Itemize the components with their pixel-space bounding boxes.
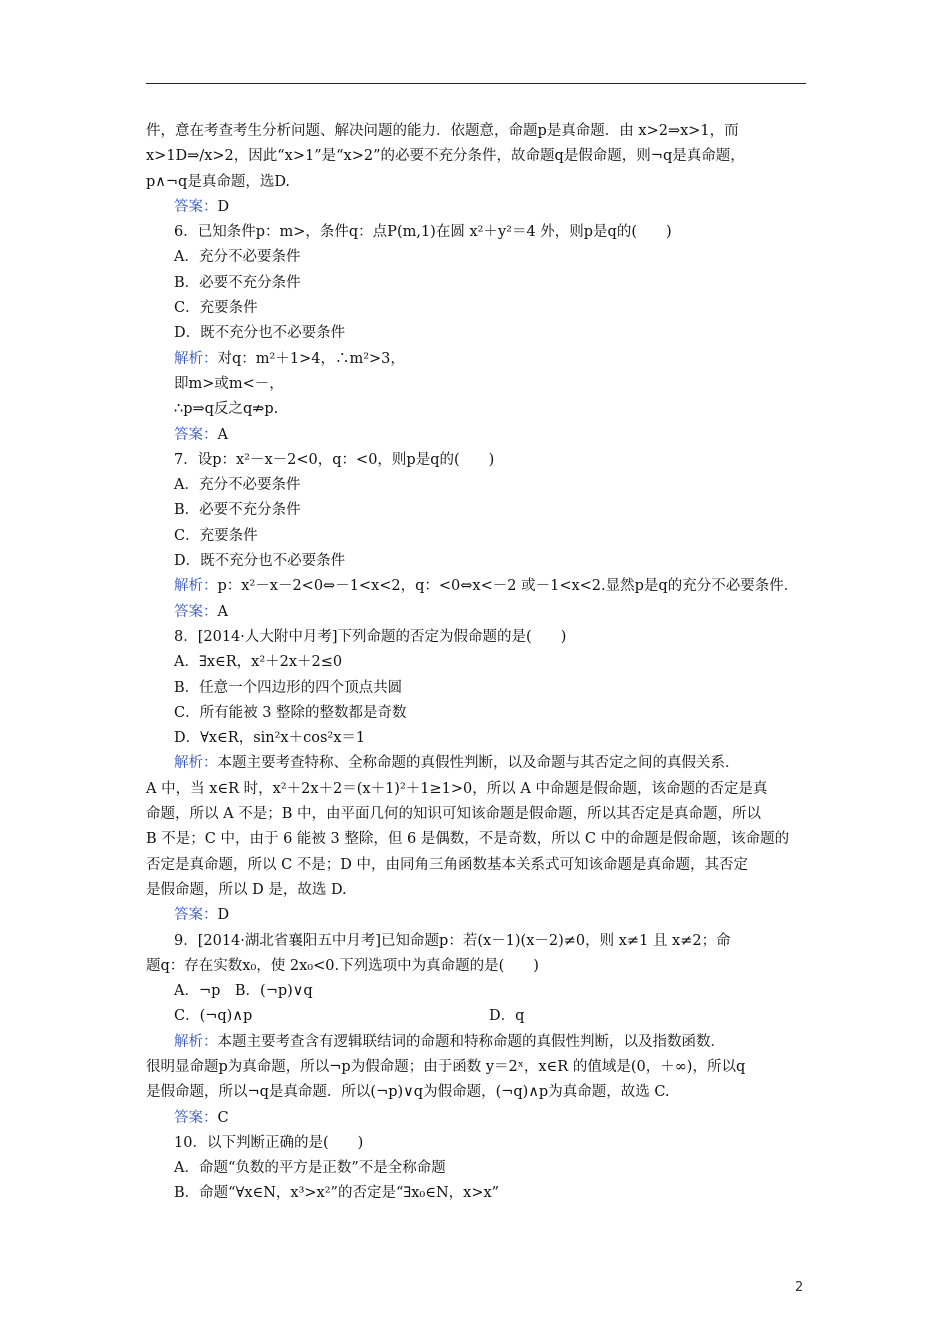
text-line [146, 726, 810, 751]
text-line [146, 650, 810, 675]
text-line [146, 195, 810, 220]
text-line [146, 397, 810, 422]
line-text: 是假命题，所以 D 是，故选 D. [146, 881, 347, 898]
line-text: A [217, 426, 228, 443]
line-text-2: D．q [489, 1008, 525, 1025]
line-text: D [217, 198, 230, 215]
line-text: D [217, 907, 230, 924]
page-body [146, 119, 810, 1207]
text-line [146, 372, 810, 397]
line-text: 8．[2014·人大附中月考]下列命题的否定为假命题的是( ) [174, 628, 567, 645]
line-text: C．所有能被 3 整除的整数都是奇数 [174, 704, 407, 721]
line-text: B．命题“∀x∈N，x³>x²”的否定是“∃x₀∈N，x>x” [174, 1185, 500, 1202]
text-line [146, 220, 810, 245]
text-line [146, 853, 810, 878]
line-text: A [217, 603, 228, 620]
line-text: 否定是真命题，所以 C 不是；D 中，由同角三角函数基本关系式可知该命题是真命题，其否定 [146, 856, 749, 873]
line-text: B 不是；C 中，由于 6 能被 3 整除，但 6 是偶数，不是奇数，所以 C 中的命题是假命题，该命题的 [146, 831, 790, 848]
text-line [146, 1080, 810, 1105]
line-text: D．既不充分也不必要条件 [174, 325, 346, 342]
line-label: 答案： [174, 907, 218, 924]
line-label: 答案： [174, 198, 218, 215]
line-text: A 中，当 x∈R 时，x²＋2x＋2＝(x＋1)²＋1≥1>0，所以 A 中命题是假命题，该命题的否定是真 [146, 780, 768, 797]
line-text: 本题主要考查特称、全称命题的真假性判断，以及命题与其否定之间的真假关系． [217, 755, 740, 772]
text-line [146, 321, 810, 346]
text-line [146, 625, 810, 650]
line-text: 7．设p：x²－x－2<0，q：<0，则p是q的( ) [174, 451, 495, 468]
text-line [146, 751, 810, 776]
text-line [146, 1030, 810, 1055]
text-line [146, 423, 810, 448]
line-text: p∧¬q是真命题，选D. [146, 173, 291, 190]
line-label: 答案： [174, 426, 218, 443]
text-line [146, 1156, 810, 1181]
line-text: 对q：m²＋1>4，∴m²>3， [217, 350, 405, 367]
text-line [146, 347, 810, 372]
line-label: 答案： [174, 1109, 218, 1126]
line-label: 答案： [174, 603, 218, 620]
line-text: 10．以下判断正确的是( ) [174, 1134, 364, 1151]
line-text: 件，意在考查考生分析问题、解决问题的能力．依题意，命题p是真命题．由 x>2⇒x>1，而 [146, 123, 739, 139]
line-text: 本题主要考查含有逻辑联结词的命题和特称命题的真假性判断，以及指数函数． [217, 1033, 725, 1050]
text-line [146, 929, 810, 954]
text-line [146, 144, 810, 169]
line-text: 命题，所以 A 不是；B 中，由平面几何的知识可知该命题是假命题，所以其否定是真命题，所以 [146, 806, 761, 823]
text-line [146, 802, 810, 827]
line-text: 很明显命题p为真命题，所以¬p为假命题；由于函数 y＝2ˣ，x∈R 的值域是(0，＋∞)，所以q [146, 1058, 746, 1075]
line-text: 是假命题，所以¬q是真命题．所以(¬p)∨q为假命题，(¬q)∧p为真命题，故选 C. [146, 1084, 670, 1101]
text-line [146, 1131, 810, 1156]
line-text: D．既不充分也不必要条件 [174, 553, 346, 570]
line-text: A．¬p B．(¬p)∨q [174, 983, 313, 1000]
text-line [146, 1055, 810, 1080]
text-line [146, 549, 810, 574]
text-line [146, 448, 810, 473]
line-text: ∴p⇒q反之q⇏p. [174, 401, 279, 418]
line-text: 题q：存在实数x₀，使 2x₀<0.下列选项中为真命题的是( ) [146, 957, 539, 974]
line-text: A．充分不必要条件 [174, 477, 301, 494]
line-text: p：x²－x－2<0⇔－1<x<2，q：<0⇔x<－2 或－1<x<2.显然p是q的充分不必要条件． [217, 578, 799, 595]
line-text: 即m>或m<－， [174, 375, 284, 392]
line-label: 解析： [174, 1033, 218, 1050]
line-text: A．充分不必要条件 [174, 249, 301, 266]
text-line [146, 498, 810, 523]
text-line [146, 701, 810, 726]
line-text: B．必要不充分条件 [174, 274, 301, 291]
line-text: x>1D⇒/x>2，因此“x>1”是“x>2”的必要不充分条件，故命题q是假命题，则¬q是真命题， [146, 148, 745, 165]
header-rule [146, 83, 806, 84]
line-text: C [217, 1109, 229, 1126]
line-text: 9．[2014·湖北省襄阳五中月考]已知命题p：若(x－1)(x－2)≠0，则 x≠1 且 x≠2；命 [174, 932, 731, 949]
line-text: C．充要条件 [174, 527, 258, 544]
line-text: B．任意一个四边形的四个顶点共圆 [174, 679, 403, 696]
line-text: 6．已知条件p：m>，条件q：点P(m,1)在圆 x²＋y²＝4 外，则p是q的( ) [174, 224, 672, 241]
text-line [146, 574, 810, 599]
text-line [146, 676, 810, 701]
line-text: A．∃x∈R，x²＋2x＋2≤0 [174, 654, 343, 671]
text-line [146, 271, 810, 296]
line-label: 解析： [174, 755, 218, 772]
text-line [146, 1106, 810, 1131]
text-line [146, 903, 810, 928]
text-line [146, 600, 810, 625]
text-line [146, 524, 810, 549]
text-line [146, 473, 810, 498]
line-label: 解析： [174, 350, 218, 367]
text-line [146, 1181, 810, 1206]
page-number: 2 [795, 1280, 804, 1295]
text-line [146, 296, 810, 321]
line-text: C．(¬q)∧p [174, 1008, 253, 1025]
text-line [146, 1004, 810, 1029]
text-line [146, 245, 810, 270]
line-label: 解析： [174, 578, 218, 595]
text-line [146, 878, 810, 903]
text-line [146, 979, 810, 1004]
text-line [146, 170, 810, 195]
text-line [146, 119, 810, 144]
text-line [146, 827, 810, 852]
line-text: A．命题“负数的平方是正数”不是全称命题 [174, 1160, 446, 1177]
line-text: D．∀x∈R，sin²x＋cos²x＝1 [174, 730, 366, 747]
text-line [146, 954, 810, 979]
text-line [146, 777, 810, 802]
line-text: C．充要条件 [174, 300, 258, 317]
line-text: B．必要不充分条件 [174, 502, 301, 519]
